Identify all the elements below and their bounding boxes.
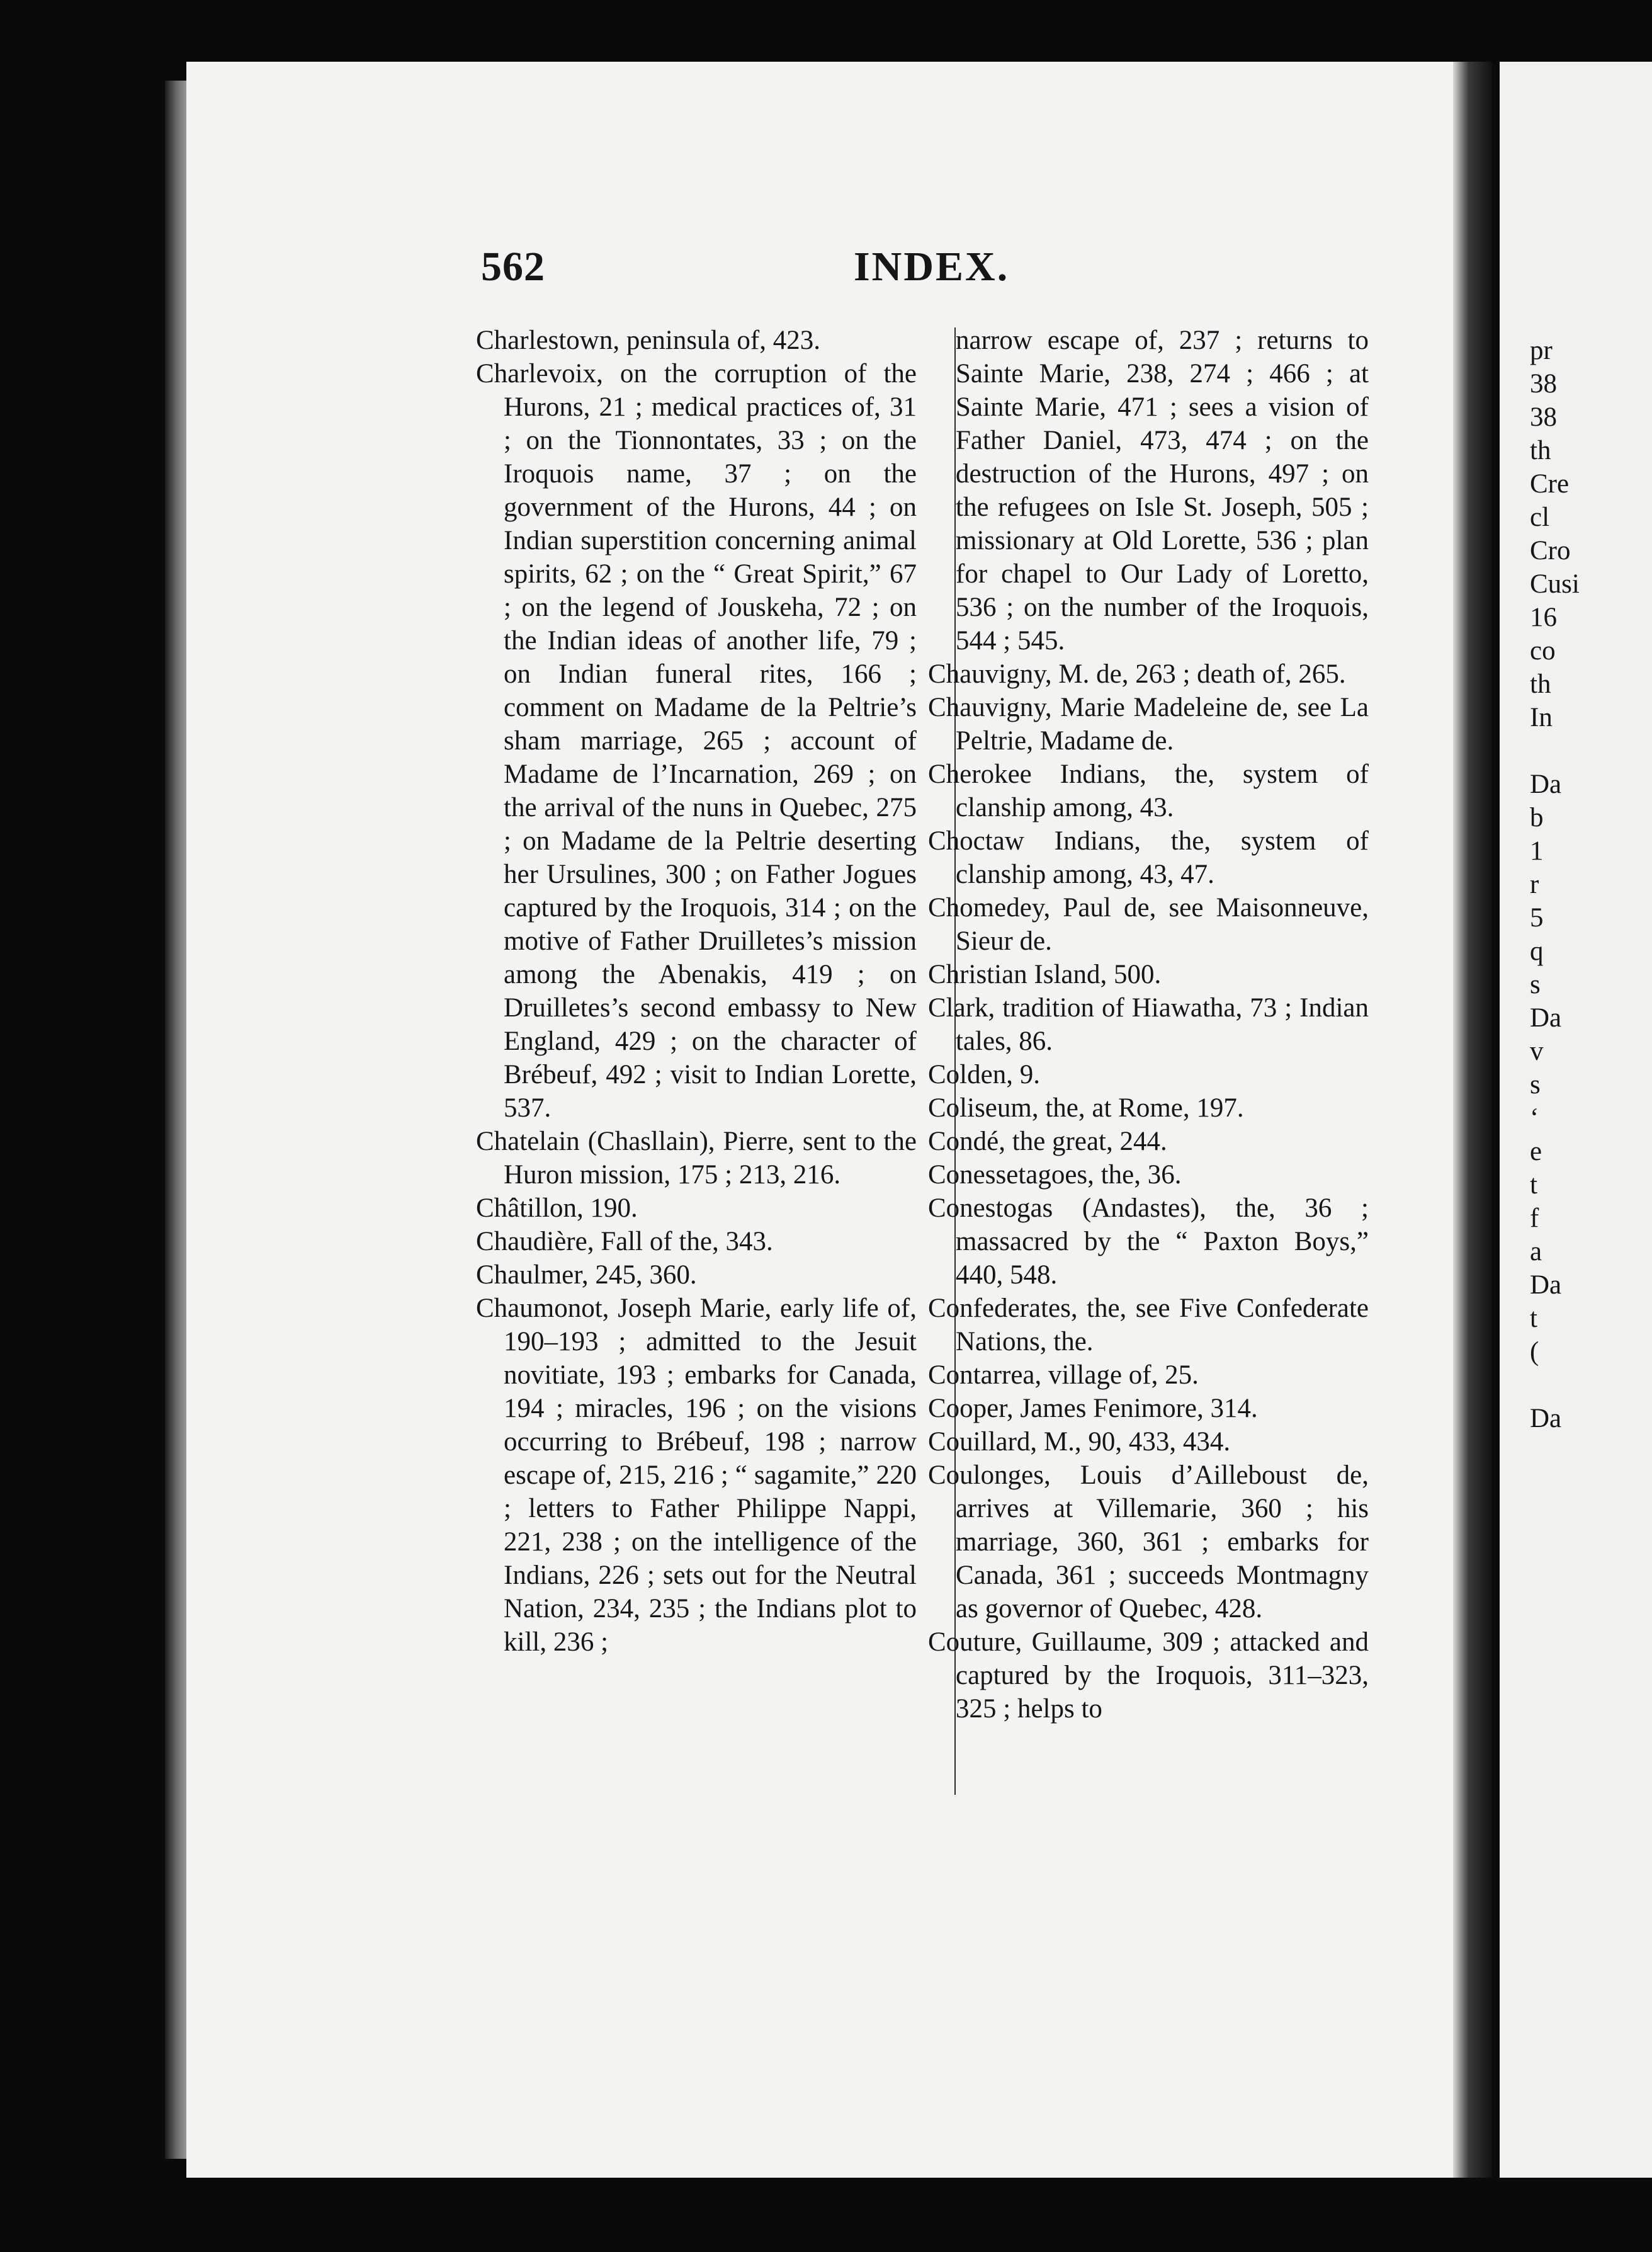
facing-line: s [1530, 970, 1541, 999]
index-entry: Chatelain (Chasllain), Pierre, sent to the Huron mission, 175 ; 213, 216. [476, 1127, 917, 1190]
index-entry-continuation: narrow escape of, 237 ; returns to Sainte Marie, 238, 274 ; 466 ; at Sainte Marie, 471 ; sees a vision of Father Daniel, 473, 474 ; on the destruction of the Hurons, 497 ; on the refugees on Isle St. Joseph, 505 ; missionary at Old Lorette, 536 ; plan for chapel to Our Lady of Loretto, 536 ; on the number of the Iroquois, 544 ; 545. [956, 326, 1369, 656]
index-entry: Coliseum, the, at Rome, 197. [928, 1093, 1244, 1123]
page-title: INDEX. [854, 244, 1010, 290]
facing-line: Da [1530, 770, 1562, 799]
facing-line: Da [1530, 1270, 1562, 1300]
facing-line: In [1530, 703, 1553, 732]
index-entry: Chaulmer, 245, 360. [476, 1260, 697, 1290]
facing-line: q [1530, 936, 1544, 966]
facing-line: 1 [1530, 836, 1544, 866]
facing-line [1530, 734, 1580, 768]
index-entry: Clark, tradition of Hiawatha, 73 ; Indian tales, 86. [928, 993, 1369, 1056]
facing-line: pr [1530, 336, 1553, 365]
facing-line: co [1530, 636, 1556, 666]
facing-line: e [1530, 1137, 1542, 1166]
index-entry: Chaudière, Fall of the, 343. [476, 1227, 773, 1256]
facing-line: 16 [1530, 603, 1557, 632]
index-entry: Châtillon, 190. [476, 1193, 638, 1223]
facing-line: t [1530, 1170, 1537, 1200]
index-entry: Confederates, the, see Five Confederate Nations, the. [928, 1294, 1369, 1356]
facing-page-text [1530, 334, 1580, 1435]
facing-line: ‘ [1530, 1103, 1539, 1133]
facing-line: ( [1530, 1337, 1539, 1367]
facing-line: Cre [1530, 469, 1570, 499]
index-entry: Condé, the great, 244. [928, 1127, 1167, 1156]
index-column-right [928, 324, 1369, 1726]
facing-line: th [1530, 669, 1551, 699]
facing-line: 5 [1530, 903, 1544, 933]
index-entry: Chomedey, Paul de, see Maisonneuve, Sieur de. [928, 893, 1369, 956]
index-entry: Couture, Guillaume, 309 ; attacked and captured by the Iroquois, 311–323, 325 ; helps to [928, 1627, 1369, 1724]
index-entry: Chaumonot, Joseph Marie, early life of, 190–193 ; admitted to the Jesuit novitiate, 193 ; embarks for Canada, 194 ; miracles, 196 ; on the visions occurring to Brébeuf, 198 ; narrow escape of, 215, 216 ; “ sagamite,” 220 ; letters to Father Philippe Nappi, 221, 238 ; on the intelligence of the Indians, 226 ; sets out for the Neutral Nation, 234, 235 ; the Indians plot to kill, 236 ; [476, 1294, 917, 1657]
index-entry: Charlevoix, on the corruption of the Hurons, 21 ; medical practices of, 31 ; on the Tionnontates, 33 ; on the Iroquois name, 37 ; on the government of the Hurons, 44 ; on Indian superstition concerning animal spirits, 62 ; on the “ Great Spirit,” 67 ; on the legend of Jouskeha, 72 ; on the Indian ideas of another life, 79 ; on Indian funeral rites, 166 ; comment on Madame de la Peltrie’s sham marriage, 265 ; account of Madame de l’Incarnation, 269 ; on the arrival of the nuns in Quebec, 275 ; on Madame de la Peltrie deserting her Ursulines, 300 ; on Father Jogues captured by the Iroquois, 314 ; on the motive of Father Druilletes’s mission among the Abenakis, 419 ; on Druilletes’s second embassy to New England, 429 ; on the character of Brébeuf, 492 ; visit to Indian Lorette, 537. [476, 359, 917, 1123]
index-entry: Coulonges, Louis d’Ailleboust de, arrives at Villemarie, 360 ; his marriage, 360, 361 ; embarks for Canada, 361 ; succeeds Montmagny as governor of Quebec, 428. [928, 1460, 1369, 1624]
index-entry: Cherokee Indians, the, system of clanship among, 43. [928, 759, 1369, 822]
facing-line: Cro [1530, 536, 1571, 566]
facing-line: s [1530, 1070, 1541, 1100]
index-entry: Charlestown, peninsula of, 423. [476, 326, 820, 355]
facing-line: th [1530, 436, 1551, 465]
facing-line: Cusi [1530, 569, 1580, 599]
facing-line: 38 [1530, 369, 1557, 399]
page-number: 562 [481, 244, 545, 290]
index-entry: Christian Island, 500. [928, 960, 1162, 989]
index-entry: Contarrea, village of, 25. [928, 1360, 1199, 1390]
facing-line: 38 [1530, 402, 1557, 432]
index-entry: Choctaw Indians, the, system of clanship among, 43, 47. [928, 826, 1369, 889]
index-entry: Cooper, James Fenimore, 314. [928, 1394, 1258, 1423]
facing-line: b [1530, 803, 1544, 833]
index-entry: Conestogas (Andastes), the, 36 ; massacred by the “ Paxton Boys,” 440, 548. [928, 1193, 1369, 1290]
facing-line [1530, 1368, 1580, 1402]
index-entry: Conessetagoes, the, 36. [928, 1160, 1182, 1190]
index-column-left [476, 324, 917, 1659]
facing-line: f [1530, 1203, 1539, 1233]
facing-line: Da [1530, 1003, 1562, 1033]
facing-line: r [1530, 870, 1539, 899]
facing-line: a [1530, 1237, 1542, 1266]
facing-line: t [1530, 1304, 1537, 1333]
facing-page-fragment [1500, 62, 1652, 2178]
facing-line: v [1530, 1037, 1544, 1066]
index-entry: Couillard, M., 90, 433, 434. [928, 1427, 1231, 1457]
index-entry: Colden, 9. [928, 1060, 1040, 1089]
index-entry: Chauvigny, Marie Madeleine de, see La Peltrie, Madame de. [928, 693, 1369, 756]
page-gutter-shadow [1453, 62, 1492, 2178]
facing-line: Da [1530, 1404, 1562, 1433]
facing-line: cl [1530, 503, 1550, 532]
index-entry: Chauvigny, M. de, 263 ; death of, 265. [928, 659, 1346, 689]
